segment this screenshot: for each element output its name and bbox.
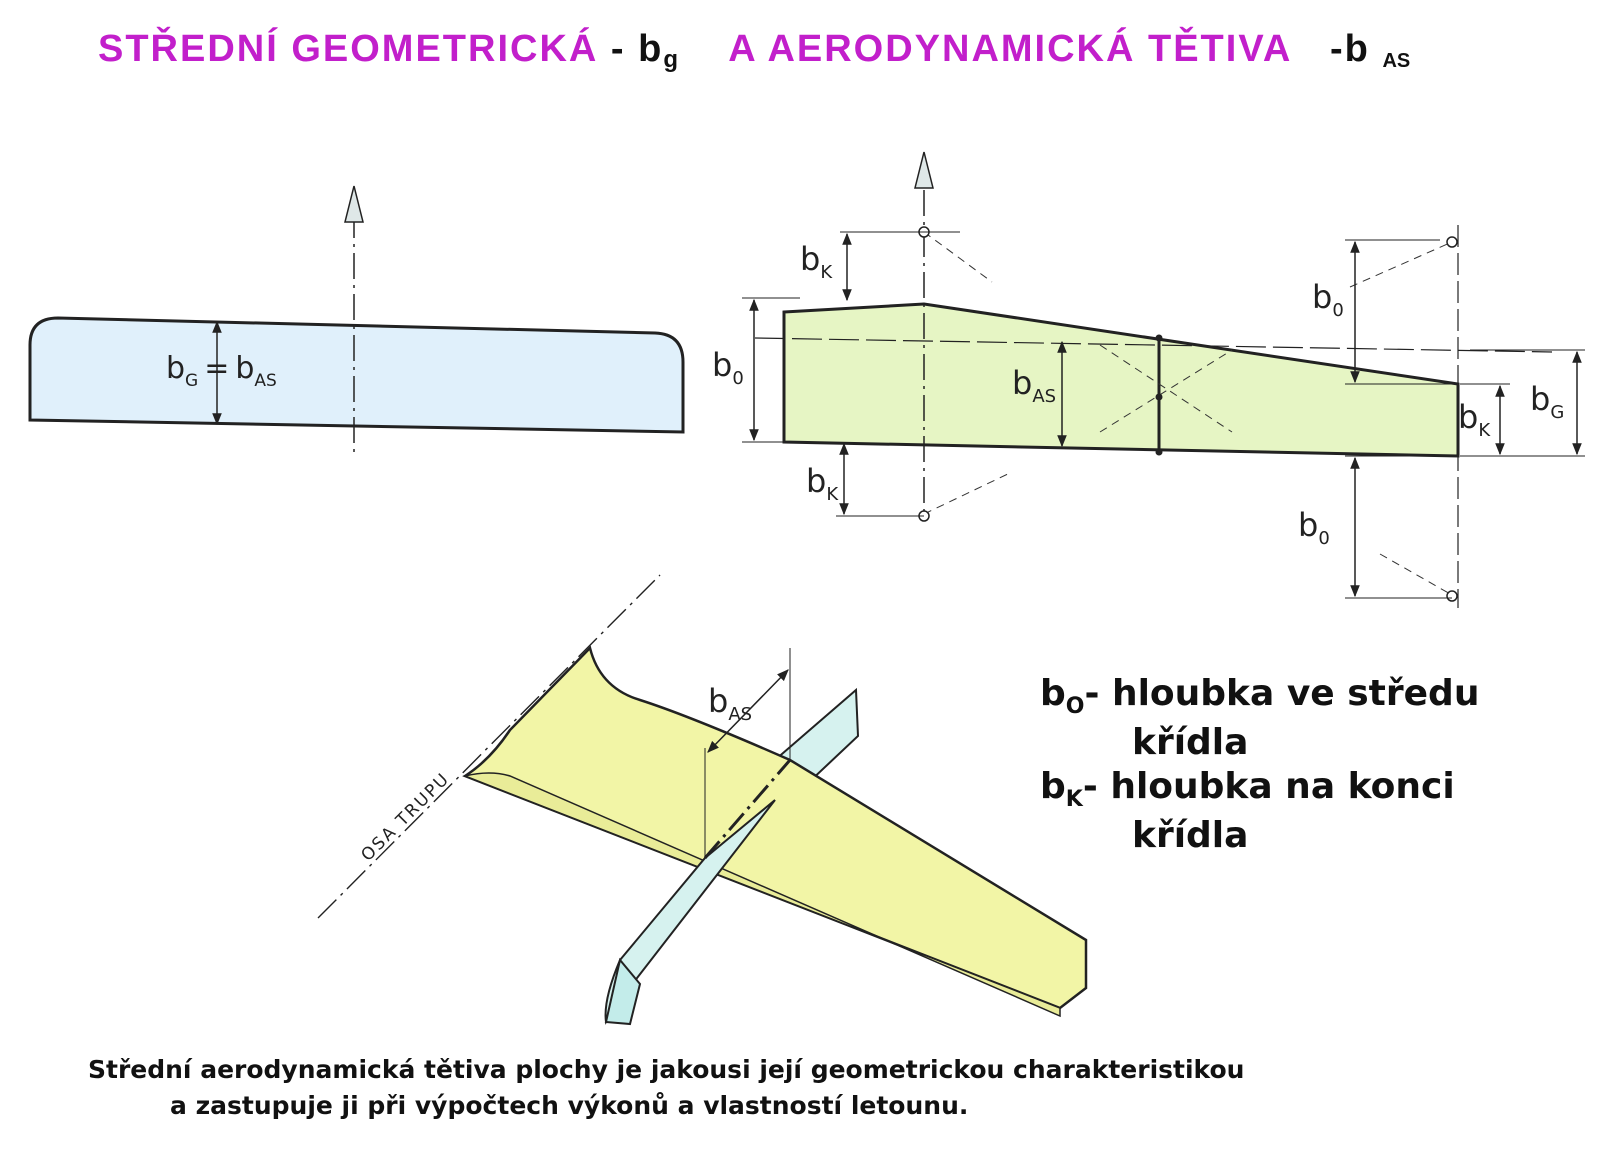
label-b0-left-sub: 0: [732, 368, 744, 389]
title-bas-subscript: AS: [1382, 50, 1411, 72]
fuselage-axis-label: OSA TRUPU: [357, 768, 455, 866]
construction-line-top-left: [924, 232, 992, 282]
label-bas-3d: b: [708, 682, 729, 720]
legend-bk-symbol: b: [1040, 766, 1066, 807]
legend-b0-continuation: křídla: [1132, 722, 1249, 763]
svg-text:bK: [800, 240, 833, 283]
legend-b0-sub: O: [1065, 694, 1085, 719]
svg-text:b0: [1312, 278, 1344, 321]
left-label-b: b: [166, 351, 186, 386]
mac-leading-point: [1156, 335, 1163, 342]
legend: [1040, 672, 1479, 858]
label-b0-bottom-right-sub: 0: [1318, 528, 1330, 549]
label-bas-sub: AS: [1032, 386, 1057, 407]
label-b0-top-right: b: [1312, 278, 1333, 316]
left-label-g: G: [185, 371, 199, 391]
svg-text:bK: [1458, 398, 1491, 441]
legend-b0-text: - hloubka ve středu: [1084, 673, 1480, 714]
caption-line-2: a zastupuje ji při výpočtech výkonů a vlastností letounu.: [170, 1091, 969, 1120]
label-bk-bottom: b: [806, 462, 827, 500]
mac-center-point: [1156, 394, 1163, 401]
mac-trailing-point: [1156, 449, 1163, 456]
left-label-as: AS: [254, 371, 277, 391]
tapered-wing-planform: [784, 304, 1458, 456]
title-bas-symbol: -b: [1330, 28, 1370, 70]
wing-3d-diagram: [318, 575, 1086, 1024]
label-b0-top-right-sub: 0: [1332, 300, 1344, 321]
label-bk-right: b: [1458, 398, 1479, 436]
label-bas-3d-sub: AS: [728, 704, 753, 725]
left-direction-arrow-icon: [345, 186, 363, 222]
title-bg-symbol: b: [638, 28, 664, 70]
construction-line-bottom-left: [924, 472, 1012, 514]
rectangular-wing-diagram: [30, 186, 683, 458]
right-direction-arrow-icon: [915, 152, 933, 188]
left-label-equals: =: [204, 351, 230, 386]
title-dash-1: -: [598, 28, 639, 70]
svg-text:bK: [806, 462, 839, 505]
title-geometric: STŘEDNÍ GEOMETRICKÁ: [98, 28, 599, 70]
construction-line-top-right: [1350, 242, 1452, 287]
legend-item-b0: [1040, 672, 1479, 721]
legend-item-bk: [1040, 765, 1479, 814]
left-label-b2: b: [235, 351, 255, 386]
label-b0-left: b: [712, 346, 733, 384]
svg-text:bAS: [708, 682, 752, 725]
construction-line-bottom-right: [1380, 554, 1452, 595]
construction-point-4: [1447, 591, 1457, 601]
svg-text:b0: [1298, 506, 1330, 549]
tapered-wing-diagram: [712, 152, 1585, 608]
construction-point-2: [1447, 237, 1457, 247]
label-bk-top-sub: K: [820, 262, 833, 283]
label-bk-bottom-sub: K: [826, 484, 839, 505]
label-b0-bottom-right: b: [1298, 506, 1319, 544]
title-aerodynamic: A AERODYNAMICKÁ TĚTIVA: [728, 28, 1293, 70]
svg-text:bG: [1530, 380, 1564, 423]
label-bas: b: [1012, 364, 1033, 402]
svg-text:b0: [712, 346, 744, 389]
legend-bk-sub: K: [1065, 787, 1083, 812]
caption: [88, 1052, 1244, 1124]
legend-bk-continuation: křídla: [1132, 815, 1249, 856]
rectangular-wing-planform: [30, 318, 683, 432]
label-bk-right-sub: K: [1478, 420, 1491, 441]
wing-3d-planform: [465, 648, 1086, 1008]
caption-line-1: Střední aerodynamická tětiva plochy je jakousi její geometrickou charakteristikou: [88, 1055, 1245, 1084]
title-bg-subscript: g: [663, 46, 679, 73]
label-bg-right-sub: G: [1550, 402, 1565, 423]
legend-bk-text: - hloubka na konci: [1082, 766, 1455, 807]
label-bk-top: b: [800, 240, 821, 278]
legend-b0-symbol: b: [1040, 673, 1066, 714]
label-bg-right: b: [1530, 380, 1551, 418]
